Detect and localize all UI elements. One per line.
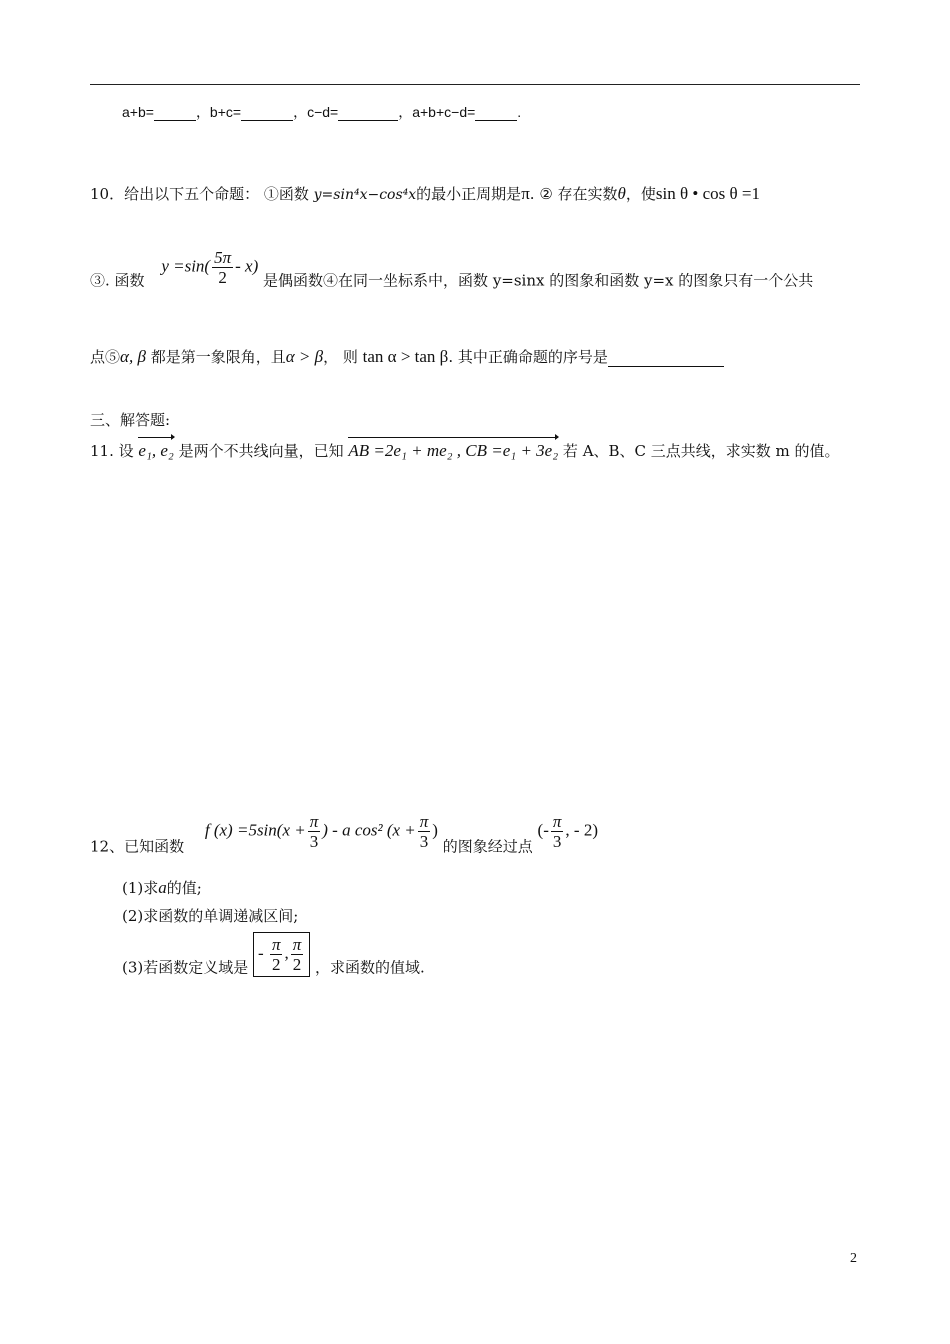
q10-text: 的最小正周期是	[416, 185, 522, 203]
fraction-denominator: 2	[292, 955, 302, 974]
q9-end: .	[517, 104, 522, 120]
q10-equation: sin θ • cos θ =1	[655, 184, 760, 203]
answer-blank[interactable]	[241, 104, 293, 121]
q11-text: 若 A、B、C 三点共线，求实数 m 的值。	[562, 442, 840, 460]
formula-part: )	[432, 820, 438, 840]
q12-sub-3	[122, 932, 425, 978]
q9-answer-line	[122, 102, 521, 122]
fraction-numerator: 5π	[214, 248, 232, 267]
q12-sub-2: (2)求函数的单调递减区间;	[122, 907, 299, 925]
formula-part: f (x) =5sin(x +	[204, 820, 306, 840]
fraction-denominator: 3	[309, 832, 319, 851]
q12-lead: 12、已知函数	[90, 837, 185, 856]
q10-text: 都是第一象限角，且	[150, 348, 286, 366]
fraction-numerator: π	[552, 812, 562, 831]
answer-blank[interactable]	[608, 348, 724, 367]
q10-text: . ② 存在实数	[529, 185, 618, 203]
formula-part: (-	[537, 820, 549, 840]
q10-text: . 其中正确命题的序号是	[448, 348, 608, 366]
q12-sub-1-text: 的值;	[166, 879, 202, 897]
q12-sub-3-text: (3)若函数定义域是	[122, 958, 249, 977]
q10-function: y=sin⁴x−cos⁴x	[313, 187, 417, 203]
q10-text: ， 则	[323, 348, 358, 366]
q11-vector-expression: AB =2e₁ + me₂ , CB =e₁ + 3e₂	[348, 436, 558, 461]
answer-blank[interactable]	[338, 104, 398, 121]
interval-bracket: - $\frac{\pi}{2}$ , $\frac{\pi}{2}$	[253, 932, 310, 977]
alpha-gt-beta: α > β	[285, 347, 324, 366]
pi-symbol: π	[521, 184, 530, 203]
fraction-numerator: π	[271, 935, 281, 954]
formula-part: -	[258, 943, 268, 963]
fraction-numerator: π	[309, 812, 319, 831]
answer-blank[interactable]	[475, 104, 517, 121]
q10-item-5-lead: 点⑤	[90, 348, 121, 366]
q10-item-3-rest: 是偶函数④在同一坐标系中，函数 y=sinx 的图象和函数 y=x 的图象只有一个公共	[263, 271, 814, 290]
q12-sub-1-text: (1)求	[122, 879, 159, 897]
fraction-denominator: 3	[419, 832, 429, 851]
q9-part-2: ，b+c=	[195, 104, 242, 120]
fraction-denominator: 2	[218, 268, 227, 287]
q10-line-3	[90, 346, 724, 367]
q12-text: 的图象经过点	[442, 837, 533, 856]
q12-sub-1	[122, 877, 202, 898]
q9-part-1: a+b=	[122, 104, 154, 120]
alpha-beta: α, β	[120, 347, 146, 366]
q10-text: ，使	[625, 185, 656, 203]
theta-symbol: θ	[617, 184, 626, 203]
q10-line-2	[90, 248, 813, 290]
q12-function	[205, 812, 438, 851]
formula-part: - x)	[235, 256, 259, 276]
q10-lead: 10．给出以下五个命题： ①函数	[90, 185, 309, 203]
fraction-numerator: π	[292, 935, 302, 954]
answer-blank[interactable]	[154, 104, 196, 121]
tan-inequality: tan α > tan β	[362, 347, 449, 366]
q11-text: 是两个不共线向量，已知	[178, 442, 344, 460]
formula-part: , - 2)	[565, 820, 598, 840]
formula-part: y =sin(	[161, 256, 211, 276]
formula-part: ) - a cos² (x +	[322, 820, 416, 840]
fraction-numerator: π	[419, 812, 429, 831]
q12-sub-3-text: ，求函数的值域.	[315, 958, 425, 977]
q10-line-1	[90, 183, 760, 204]
section-heading: 三、解答题:	[90, 411, 171, 429]
q11-lead: 11. 设	[90, 442, 134, 460]
fraction-denominator: 3	[552, 832, 562, 851]
q9-part-3: ，c−d=	[293, 104, 339, 120]
q9-part-4: ，a+b+c−d=	[398, 104, 476, 120]
q10-item-3-lead: ③. 函数	[90, 271, 145, 290]
vector-e1-e2: e₁, e₂	[138, 436, 173, 461]
page-number: 2	[850, 1251, 857, 1266]
fraction-denominator: 2	[271, 955, 281, 974]
q10-item-3-formula	[161, 248, 258, 287]
q12-line	[90, 812, 598, 856]
q12-point	[538, 812, 598, 851]
q11-line	[90, 436, 840, 461]
variable-a: a	[158, 878, 167, 897]
header-rule	[90, 84, 860, 85]
